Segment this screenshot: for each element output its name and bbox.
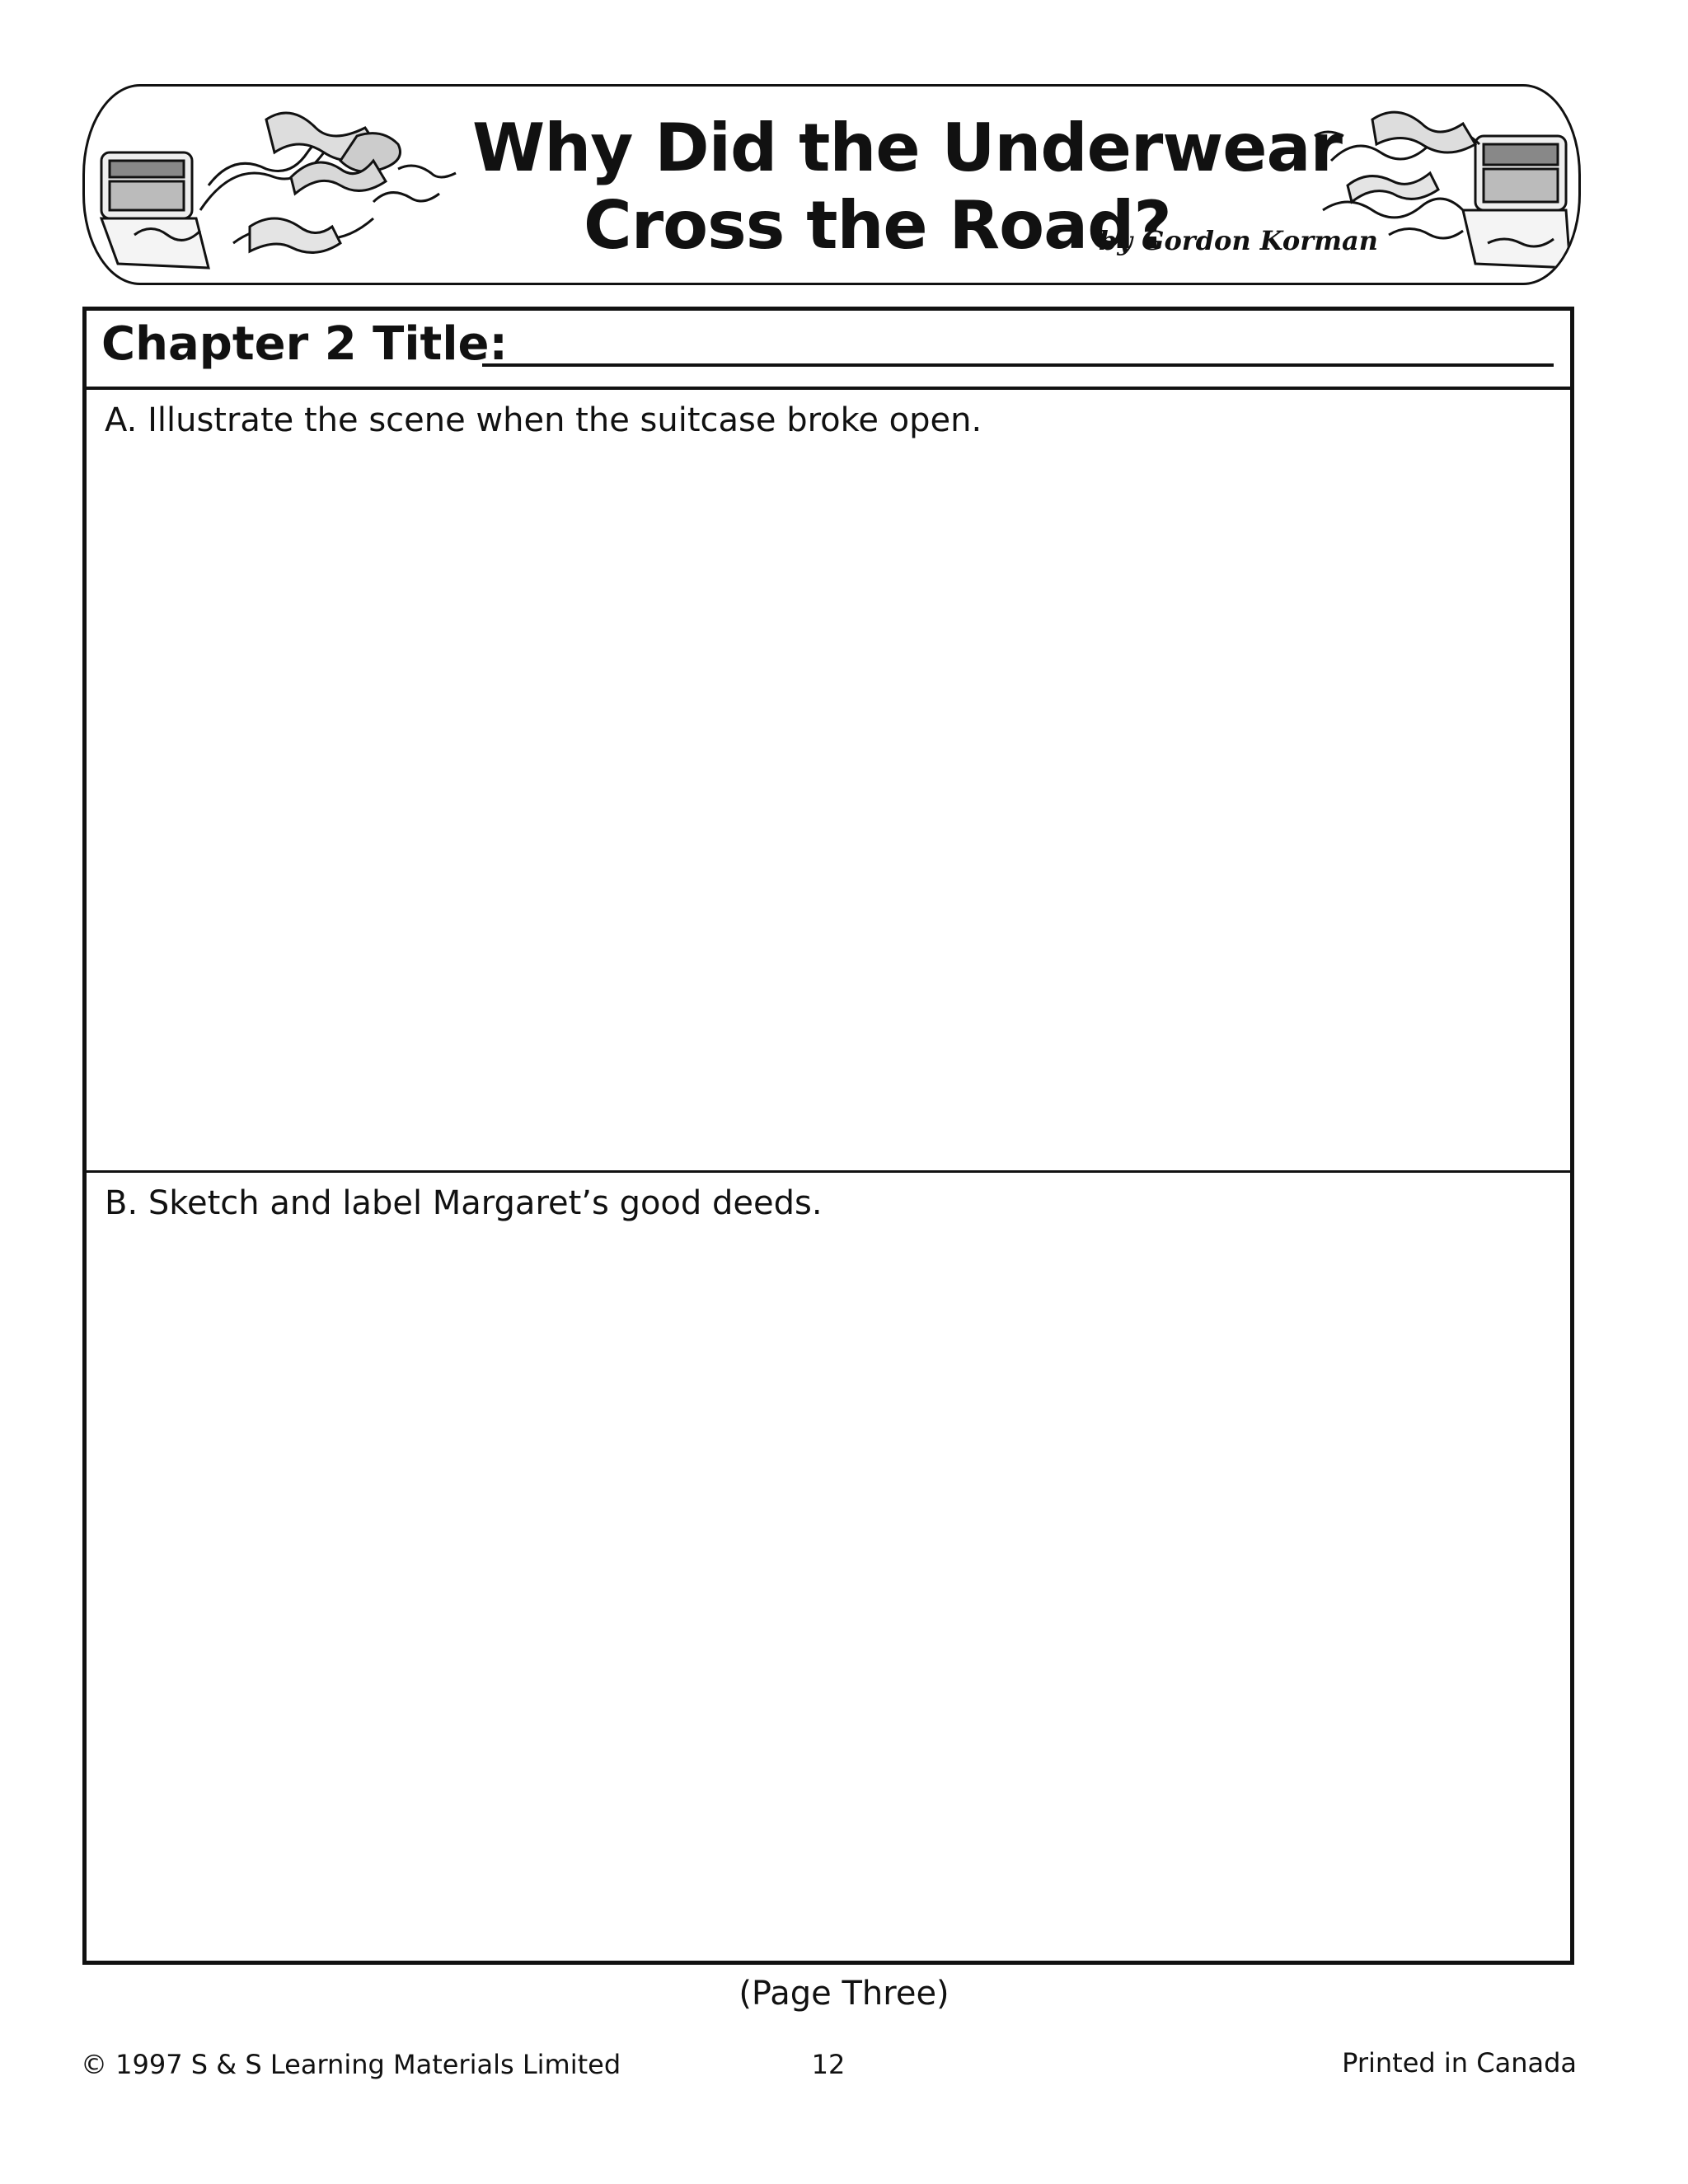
book-title-line1: Why Did the Underwear: [472, 110, 1342, 186]
chapter-title-blank[interactable]: [482, 363, 1554, 367]
book-title-line2: Cross the Road?: [584, 187, 1171, 264]
section-b-prompt: B. Sketch and label Margaret’s good deeds.: [105, 1184, 823, 1222]
title-banner: [82, 84, 1581, 285]
section-a-drawing-area[interactable]: [87, 390, 1570, 1173]
copyright-notice: © 1997 S & S Learning Materials Limited: [81, 2049, 621, 2080]
suitcase-illustration-right-icon: [1298, 87, 1578, 284]
section-a-prompt: A. Illustrate the scene when the suitcase broke open.: [105, 401, 982, 439]
worksheet-frame: [82, 307, 1574, 1965]
section-b-drawing-area[interactable]: [87, 1173, 1570, 1961]
page-number: 12: [811, 2049, 846, 2080]
author-byline: by Gordon Korman: [1099, 225, 1378, 256]
page-label: (Page Three): [738, 1975, 950, 2013]
chapter-label: Chapter 2 Title:: [101, 317, 508, 371]
printed-in-notice: Printed in Canada: [1342, 2047, 1577, 2079]
chapter-title-row: [87, 311, 1570, 390]
